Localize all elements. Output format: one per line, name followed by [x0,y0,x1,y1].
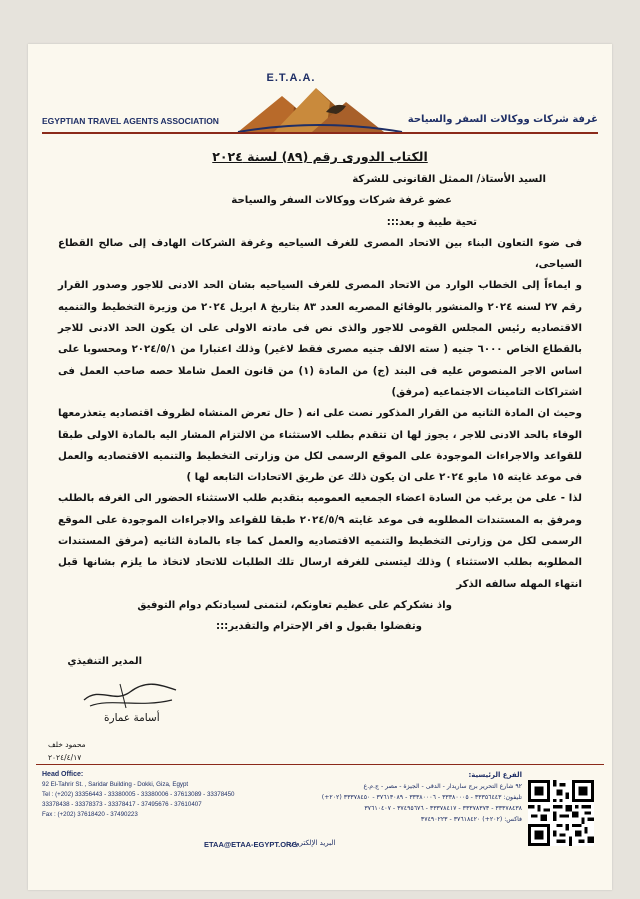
email-link[interactable]: ETAA@ETAA-EGYPT.ORG [204,840,298,849]
handwritten-signature [80,678,180,712]
paragraph-4: لذا - على من يرغب من السادة اعضاء الجمعيه العموميه بتقديم طلب الاستثناء الحضور الى الغرفه بالطلب ومرفق به المستندات المطلوبه فى موعد غايته ٢٠٢٤/٥/٩ طبقا للقواعد والاجراءات الموجودة على الموقع الرسمى لكل من وزارتى التخطيط والتنميه الاقتصاديه والعمل كما جاء بالمادة الثانيه (مرفق المستندات المطلوبه بطلب الاستثناء ) وذلك ليتسنى للغرفه ارسال تلك الطلبات للاتحاد لاتخاذ ما يلزم بشانها قبل انتهاء المهله سالفه الذكر [58,493,582,590]
footer-english-contact [42,770,292,820]
main-branch-label: الفرع الرئيسية: [468,771,522,779]
letter-page [28,44,612,890]
association-arabic-name: غرفة شركات ووكالات السفر والسياحة [407,114,598,125]
paragraph-1: فى ضوء التعاون البناء بين الاتحاد المصرى للغرف السياحيه وغرفة الشركات الهادف إلى صالح القطاع السياحى، [58,237,582,271]
signatory-name: أسامة عمارة [104,712,160,724]
footer-arabic-contact [292,770,522,825]
main-branch-tel-2: ٣٣٣٧٨٤٣٨ - ٣٣٣٧٨٣٧٣ - ٣٣٣٧٨٤١٧ - ٣٧٤٩٥٦٧٦ - ٣٧٦١٠٤٠٧ [364,805,522,812]
pyramids-logo [234,82,404,134]
greeting-line: تحية طيبة و بعد::: [386,216,477,228]
head-office-tel-2: 33378438 - 33378373 - 33378417 - 37495676 - 37610407 [42,801,202,808]
closing-line: وتفضلوا بقبول و افر الإحترام والتقدير::: [216,621,422,633]
preparer-date: ٢٠٢٤/٤/١٧ [48,753,82,762]
signatory-title: المدير التنفيذي [67,656,142,667]
member-line: عضو غرفة شركات ووكالات السفر والسياحة [231,195,452,207]
preparer-name: محمود خلف [48,740,86,749]
head-office-tel-1: Tel : (+202) 33356443 - 33380005 - 33380006 - 37613089 - 33378450 [42,791,235,798]
head-office-fax: Fax : (+202) 37618420 - 37490223 [42,811,138,818]
paragraph-2: و ايماءاً إلى الخطاب الوارد من الاتحاد المصرى للغرف السياحيه بشان الحد الادنى للاجور وصدور القرار رقم ٢٧ لسنه ٢٠٢٤ والمنشور بالوقائع المصريه العدد ٨٣ بتاريخ ٨ ابريل ٢٠٢٤ من وزيرة التخطيط والتنميه الاقتصاديه رئيس المجلس القومى للاجور والذى نص فى مادته الاولى على ان يكون الحد الادنى للاجر بالقطاع الخاص ٦٠٠٠ جنيه ( سته الالف جنيه مصرى فقط لاغير) وذلك اعتبارا من ٢٠٢٤/٥/١ ومحسوبا على اساس الاجر المنصوص عليه فى البند (ج) من المادة (١) من قانون العمل شاملا حصه صاحب العمل فى اشتراكات التامينات الاجتماعيه (مرفق) [58,280,582,398]
main-branch-fax: فاكس: (٢٠٢+) ٣٧٦١٨٤٢٠ - ٣٧٤٩٠٢٢٣ [420,816,522,823]
head-office-label: Head Office: [42,771,84,778]
footer-divider [36,764,604,765]
paragraph-3: وحيث ان المادة الثانيه من القرار المذكور نصت على انه ( حال تعرض المنشاه لظروف اقتصاديه يتعذرمعها الوفاء بالحد الادنى للاجر ، يجوز لها ان تتقدم بطلب الاستثناء من الالتزام المشار اليه بالمادة الاولى طبقا للقواعد والاجراءات الموجودة على الموقع الرسمى لكل من وزارتى التخطيط والتنميه الاقتصاديه والعمل فى موعد غايته ١٥ مايو ٢٠٢٤ على ان يكون ذلك عن طريق الاتحادات التابعه لها ) [58,408,582,484]
thanks-line: واذ نشكركم على عظيم تعاونكم، لنتمنى لسيادتكم دوام التوفيق [137,599,452,611]
header-divider [42,132,598,134]
letter-body [58,169,582,638]
preparer-block [48,738,86,764]
main-branch-address: ٩٢ شارع التحرير برج ساريدار - الدقى - الجيزة - مصر - ج.م.ع [363,783,522,790]
circular-title: الكتاب الدورى رقم (٨٩) لسنة ٢٠٢٤ [212,149,428,164]
etaa-abbreviation: E.T.A.A. [266,72,316,84]
email-arabic-label: البريد الإلكتروني: [286,839,336,847]
main-branch-tel-1: تليفون: ٣٣٣٥٦٤٤٣ - ٣٣٣٨٠٠٠٥ - ٣٣٣٨٠٠٠٦ - ٣٧٦١٣٠٨٩ - ٣٣٣٧٨٤٥٠ (٢٠٢+) [321,794,522,801]
association-english-name: EGYPTIAN TRAVEL AGENTS ASSOCIATION [42,116,219,126]
addressee-line: السيد الأستاذ/ الممثل القانونى للشركة [352,174,546,185]
head-office-address: 92 El-Tahrir St. , Saridar Building - Dokki, Giza, Egypt [42,781,189,788]
qr-code [528,780,594,846]
